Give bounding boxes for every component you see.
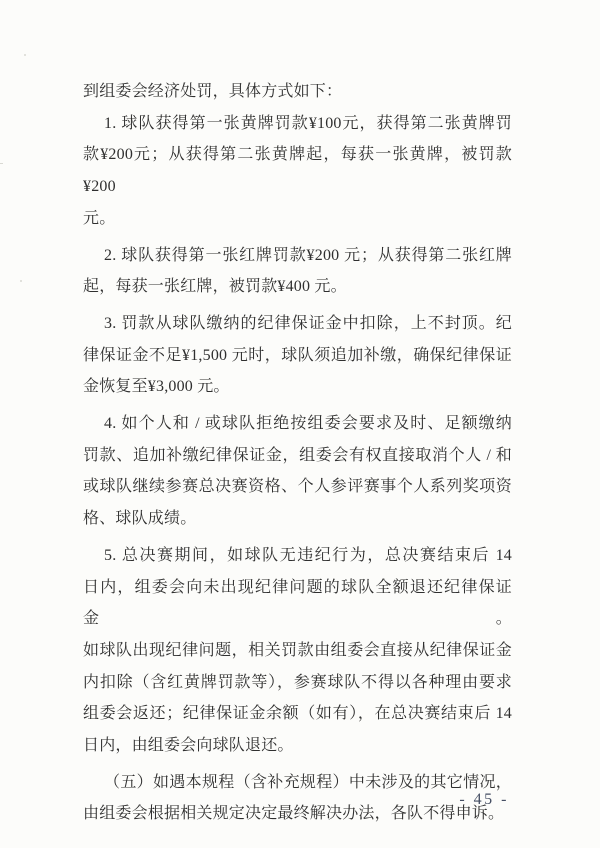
paragraph-refusal-consequences xyxy=(83,408,512,535)
text-line: （五）如遇本规程（含补充规程）中未涉及的其它情况， xyxy=(104,773,512,791)
scan-speck xyxy=(0,163,3,164)
text-line: 2. 球队获得第一张红牌罚款¥200 元；从获得第二张红牌 xyxy=(104,246,512,264)
paragraph-deposit-deduction xyxy=(83,308,512,403)
scan-speck xyxy=(24,54,26,56)
page-number: - 45 - xyxy=(459,791,509,808)
text-line: 元。 xyxy=(83,209,116,227)
text-line: 格、球队成绩。 xyxy=(83,510,197,528)
text-line: 由组委会根据相关规定决定最终解决办法，各队不得申诉。 xyxy=(83,805,505,823)
paragraph-red-card-fines xyxy=(83,240,512,303)
text-line: 5. 总决赛期间，如球队无违纪行为，总决赛结束后 14 xyxy=(104,546,512,564)
text-line: 日内，由组委会向球队退还。 xyxy=(83,737,294,755)
scan-speck xyxy=(20,280,22,282)
text-line: 金恢复至¥3,000 元。 xyxy=(83,378,230,396)
document-body xyxy=(83,76,512,830)
text-line: 如球队出现纪律问题，相关罚款由组委会直接从纪律保证金 xyxy=(83,641,512,659)
text-line: 组委会返还；纪律保证金余额（如有），在总决赛结束后 14 xyxy=(83,705,512,723)
intro-line: 到组委会经济处罚，具体方式如下： xyxy=(83,83,343,100)
text-line: 款¥200元；从获得第二张黄牌起，每获一张黄牌，被罚款¥200 xyxy=(83,146,512,196)
text-line: 律保证金不足¥1,500 元时，球队须追加补缴，确保纪律保证 xyxy=(83,346,512,364)
paragraph-other-situations xyxy=(83,767,512,830)
text-line: 1. 球队获得第一张黄牌罚款¥100元，获得第二张黄牌罚 xyxy=(104,114,512,132)
text-line: 或球队继续参赛总决赛资格、个人参评赛事个人系列奖项资 xyxy=(83,478,512,496)
text-line: 起，每获一张红牌，被罚款¥400 元。 xyxy=(83,278,347,296)
text-line: 日内，组委会向未出现纪律问题的球队全额退还纪律保证金。 xyxy=(83,578,512,628)
text-line: 罚款、追加补缴纪律保证金，组委会有权直接取消个人 / 和 xyxy=(83,446,512,464)
paragraph-deposit-refund xyxy=(83,540,512,762)
text-line: 3. 罚款从球队缴纳的纪律保证金中扣除，上不封顶。纪 xyxy=(104,314,512,332)
text-line: 4. 如个人和 / 或球队拒绝按组委会要求及时、足额缴纳 xyxy=(104,415,512,433)
paragraph-yellow-card-fines xyxy=(83,108,512,235)
text-line: 内扣除（含红黄牌罚款等），参赛球队不得以各种理由要求 xyxy=(83,673,512,691)
